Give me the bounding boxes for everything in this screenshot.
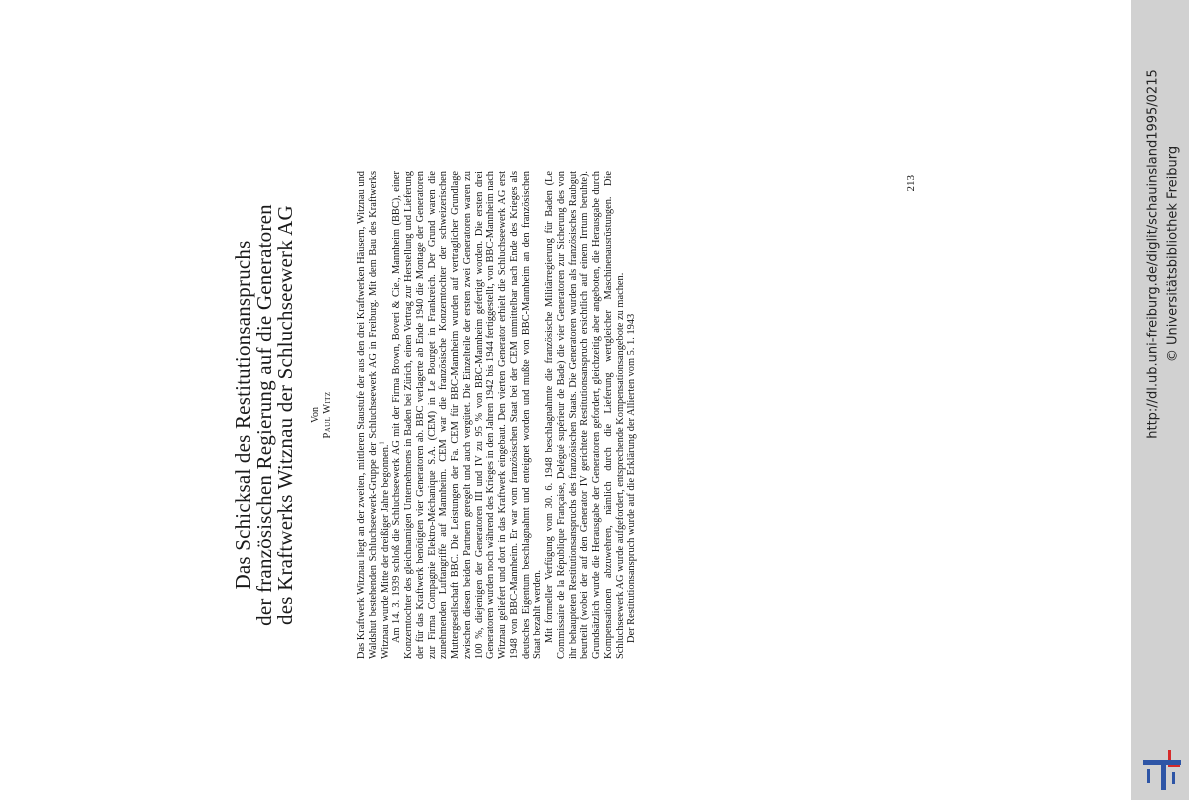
article-header <box>233 171 334 659</box>
paragraph-3: Mit formeller Verfügung vom 30. 6. 1948 beschlagnahmte die französische Militärregierung für Baden (Le Commissaire de la République Française, Delégué supérieur de Bade) die vier Generatoren zur Sicherung des von ihr behaupteten Restitutionsanspruchs des französischen Staats. Die Generatoren wurden als französisches Raubgut beurteilt (wobei der auf den Generator IV gerichtete Restitutionsanspruch ersichtlich auf einem Irrtum beruhte). Grundsätzlich wurde die Herausgabe der Generatoren gefordert, gleichzeitig aber angeboten, die Herausgabe durch Kompensationen abzuwehren, nämlich durch die Lieferung wertgleicher Maschinenausrüstungen. Die Schluchseewerk AG wurde aufgefordert, entsprechende Kompensationsangebote zu machen. <box>544 171 626 659</box>
paragraph-4: Der Restitutionsanspruch wurde auf die Erklärung der Allierten vom 5. 1. 1943 <box>626 313 638 643</box>
author-name: Paul Witz <box>322 391 333 439</box>
logo-blue-right <box>1172 772 1175 784</box>
viewer-sidebar <box>1131 0 1189 800</box>
byline-von: Von <box>310 407 321 423</box>
article-title-line-1: Das Schicksal des Restitutionsanspruchs <box>231 240 255 590</box>
logo-blue-left <box>1147 769 1150 783</box>
paragraph-1 <box>356 171 391 659</box>
logo-blue-stem <box>1161 765 1166 790</box>
copyright-notice: © Universitätsbibliothek Freiburg <box>1165 145 1181 363</box>
paragraph-2: Am 14. 3. 1939 schloß die Schluchseewerk AG mit der Firma Brown, Boveri & Cie., Mannheim (BBC), einer Konzerntochter des gleichnamigen Unternehmens in Baden bei Zürich, einen Vertrag zur Herstellung und Lieferung der für das Kraftwerk benötigten vier Generatoren ab. BBC verlagerte ab Ende 1940 die Montage der Generatoren zur Firma Compagnie Elektro-Méchanique S.A. (CEM) in Le Bourget in Frankreich. Der Grund waren die zunehmenden Luftangriffe auf Mannheim. CEM war die französische Konzerntochter der schweizerischen Muttergesellschaft BBC. Die Leistungen der Fa. CEM für BBC-Mannheim wurden auf vertraglicher Grundlage zwischen diesen beiden Partnern geregelt und auch vergütet. Die Einzelteile der ersten zwei Generatoren waren zu 100 %, diejenigen der Generatoren III und IV zu 95 % von BBC-Mannheim gefertigt worden. Die ersten drei Generatoren wurden noch während des Krieges in den Jahren 1942 bis 1944 fertiggestellt, von BBC-Mannheim nach Witznau geliefert und dort in das Kraftwerk eingebaut. Den vierten Generator erhielt die Schluchseewerk AG erst 1948 von BBC-Mannheim. Er war vom französischen Staat bei der CEM unmittelbar nach Ende des Krieges als deutsches Eigentum beschlagnahmt und enteignet worden und mußte von BBC-Mannheim an den französischen Staat bezahlt werden. <box>391 171 544 659</box>
article-title-line-2: der französischen Regierung auf die Generatoren <box>252 204 276 626</box>
paragraph-text: Das Kraftwerk Witznau liegt an der zweiten, mittleren Staustufe der aus den drei Kraftwerken Häusern, Witznau und Waldshut bestehenden Schluchseewerk-Gruppe der Schluchseewerk AG in Freiburg. Mit dem Bau des Kraftwerks Witznau wurde Mitte der dreißiger Jahre begonnen. <box>356 171 391 659</box>
article-title-line-3: des Kraftwerks Witznau der Schluchseewerk AG <box>273 205 297 625</box>
logo-blue-bar <box>1143 760 1181 765</box>
footnote-marker: 1 <box>379 441 386 445</box>
article-body <box>356 171 638 659</box>
ub-freiburg-logo-icon <box>1141 748 1183 792</box>
source-url[interactable]: http://dl.ub.uni-freiburg.de/diglit/schauinsland1995/0215 <box>1145 69 1161 439</box>
page-number: 213 <box>905 175 917 192</box>
scanned-page <box>225 171 915 659</box>
